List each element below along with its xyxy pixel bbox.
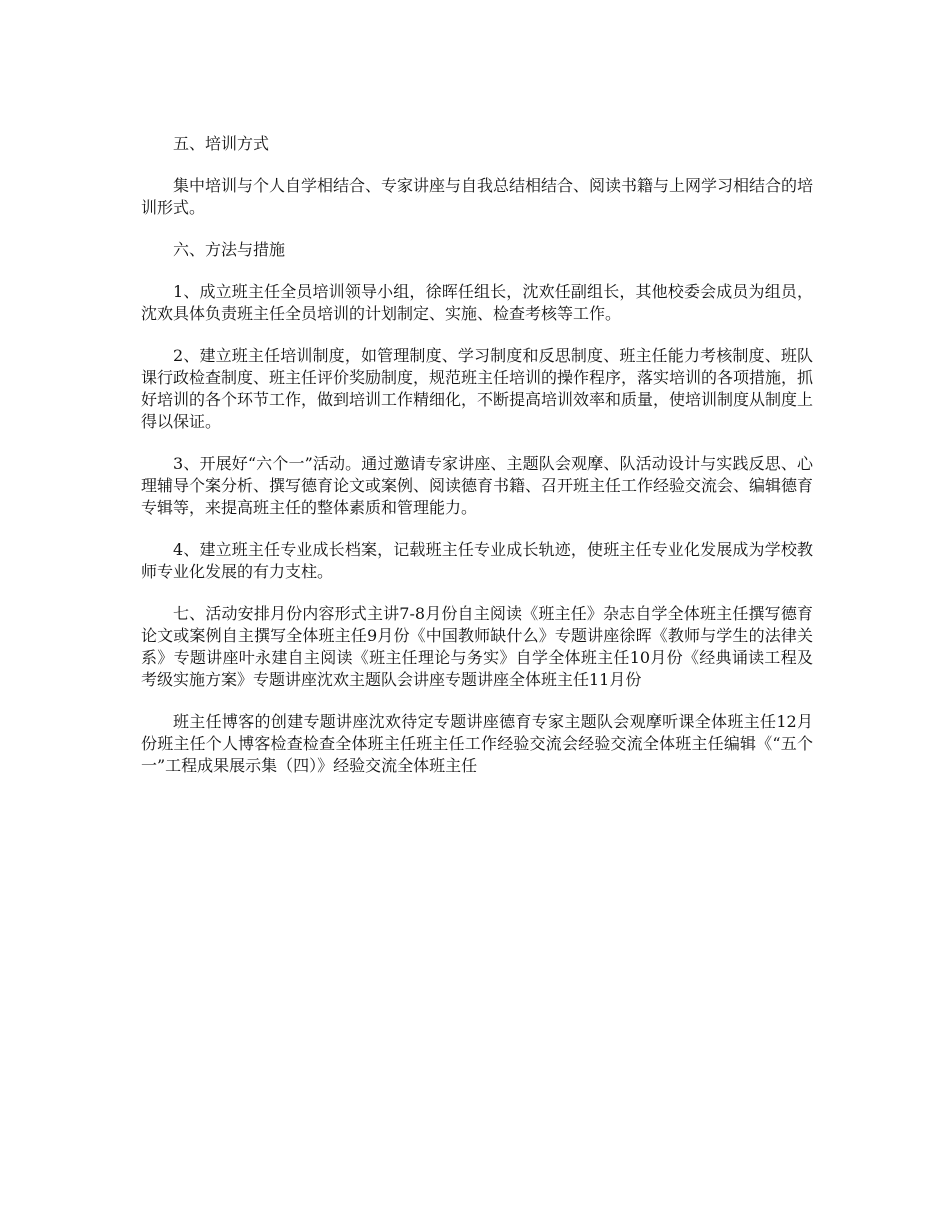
paragraph-activity-schedule-continued: 班主任博客的创建专题讲座沈欢待定专题讲座德育专家主题队会观摩听课全体班主任12月份班主任个人博客检查检查全体班主任班主任工作经验交流会经验交流全体班主任编辑《“五个一”工程成果展示集（四）》经验交流全体班主任 bbox=[141, 712, 813, 775]
paragraph-measure-3: 3、开展好“六个一”活动。通过邀请专家讲座、主题队会观摩、队活动设计与实践反思、心理辅导个案分析、撰写德育论文或案例、阅读德育书籍、召开班主任工作经验交流会、编辑德育专辑等，来提高班主任的整体素质和管理能力。 bbox=[141, 454, 814, 517]
document-body bbox=[141, 133, 813, 797]
paragraph-activity-schedule: 七、活动安排月份内容形式主讲7-8月份自主阅读《班主任》杂志自学全体班主任撰写德育论文或案例自主撰写全体班主任9月份《中国教师缺什么》专题讲座徐晖《教师与学生的法律关系》专题讲座叶永建自主阅读《班主任理论与务实》自学全体班主任10月份《经典诵读工程及考级实施方案》专题讲座沈欢主题队会讲座专题讲座全体班主任11月份 bbox=[141, 604, 813, 689]
paragraph-training-method: 集中培训与个人自学相结合、专家讲座与自我总结相结合、阅读书籍与上网学习相结合的培训形式。 bbox=[141, 176, 814, 217]
section-heading-methods-measures: 六、方法与措施 bbox=[173, 240, 286, 259]
paragraph-measure-4: 4、建立班主任专业成长档案，记载班主任专业成长轨迹，使班主任专业化发展成为学校教师专业化发展的有力支柱。 bbox=[141, 540, 813, 581]
section-heading-training-method: 五、培训方式 bbox=[173, 134, 270, 153]
paragraph-measure-1: 1、成立班主任全员培训领导小组，徐晖任组长，沈欢任副组长，其他校委会成员为组员，沈欢具体负责班主任全员培训的计划制定、实施、检查考核等工作。 bbox=[141, 282, 813, 323]
paragraph-measure-2: 2、建立班主任培训制度，如管理制度、学习制度和反思制度、班主任能力考核制度、班队课行政检查制度、班主任评价奖励制度，规范班主任培训的操作程序，落实培训的各项措施，抓好培训的各个环节工作，做到培训工作精细化，不断提高培训效率和质量，使培训制度从制度上得以保证。 bbox=[141, 346, 814, 431]
